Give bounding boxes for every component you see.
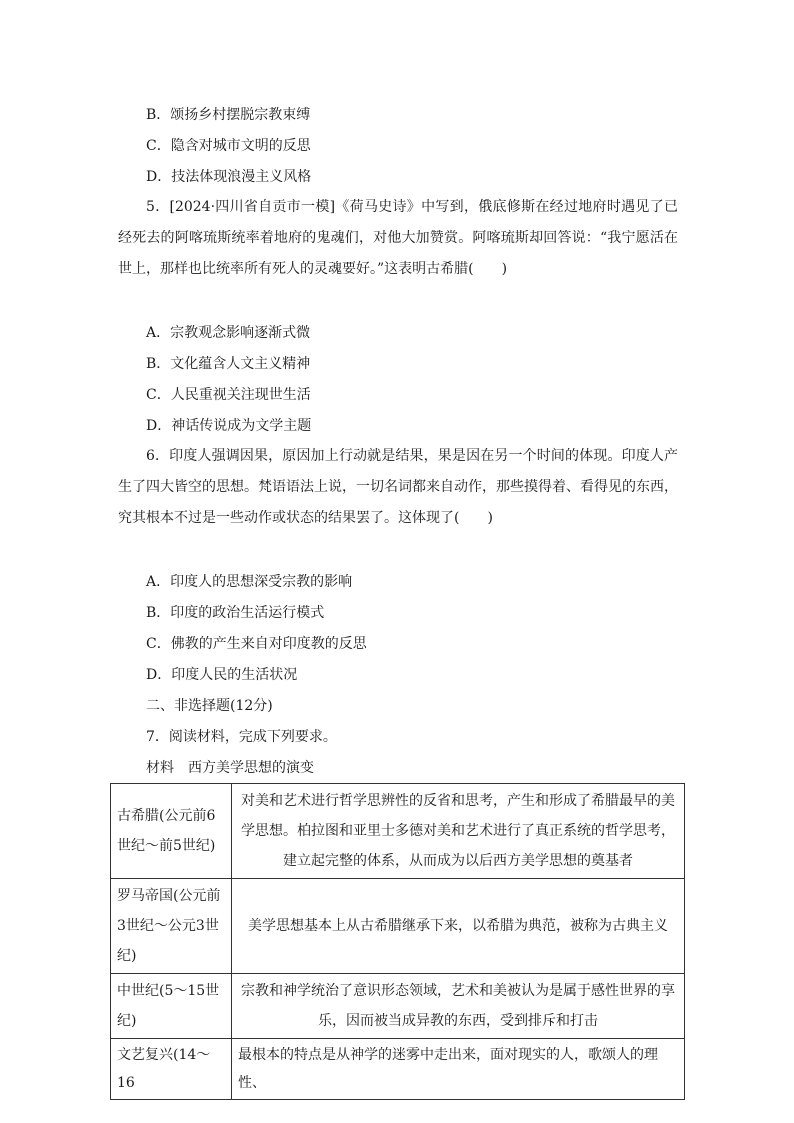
option-d: D．印度人民的生活状况 [146,667,298,683]
table-row [111,784,685,879]
question-stem: 5．[2024·四川省自贡市一模]《荷马史诗》中写到，俄底修斯在经过地府时遇见了已经死去的阿喀琉斯统率着地府的鬼魂们，对他大加赞赏。阿喀琉斯却回答说：“我宁愿活在世上，那样也比统率所有死人的灵魂要好。”这表明古希腊( ) [118,199,678,277]
table-row [111,879,685,974]
description-cell: 宗教和神学统治了意识形态领域，艺术和美被认为是属于感性世界的享乐，因而被当成异教的东西，受到排斥和打击 [232,974,685,1039]
era-cell: 罗马帝国(公元前3世纪～公元3世纪) [111,879,232,974]
option-a: A．宗教观念影响逐渐式微 [146,325,311,341]
era-cell: 中世纪(5～15世纪) [111,974,232,1039]
option-d: D．神话传说成为文学主题 [146,418,312,434]
era-cell: 古希腊(公元前6世纪～前5世纪) [111,784,232,879]
table-row [111,974,685,1039]
option-a: A．印度人的思想深受宗教的影响 [146,574,353,590]
material-title: 材料 西方美学思想的演变 [146,760,314,776]
option-c: C．人民重视关注现世生活 [146,387,311,403]
section-heading: 二、非选择题(12分) [146,698,273,714]
option-b: B．文化蕴含人文主义精神 [146,356,311,372]
question-7: 7．阅读材料，完成下列要求。 [146,729,337,745]
era-cell: 文艺复兴(14～16 [111,1039,232,1100]
question-stem: 6．印度人强调因果，原因加上行动就是结果，果是因在另一个时间的体现。印度人产生了四大皆空的思想。梵语语法上说，一切名词都来自动作，那些摸得着、看得见的东西，究其根本不过是一些动作或状态的结果罢了。这体现了( ) [118,448,678,526]
description-cell: 对美和艺术进行哲学思辨性的反省和思考，产生和形成了希腊最早的美学思想。柏拉图和亚里士多德对美和艺术进行了真正系统的哲学思考，建立起完整的体系，从而成为以后西方美学思想的奠基者 [232,784,685,879]
material-table [110,783,685,1100]
option-b: B．颂扬乡村摆脱宗教束缚 [146,107,311,123]
description-cell: 美学思想基本上从古希腊继承下来，以希腊为典范，被称为古典主义 [232,879,685,974]
option-b: B．印度的政治生活运行模式 [146,605,325,621]
table-row [111,1039,685,1100]
option-d: D．技法体现浪漫主义风格 [146,169,312,185]
description-cell: 最根本的特点是从神学的迷雾中走出来，面对现实的人，歌颂人的理性、 [232,1039,685,1100]
option-c: C．隐含对城市文明的反思 [146,138,311,154]
option-c: C．佛教的产生来自对印度教的反思 [146,636,367,652]
